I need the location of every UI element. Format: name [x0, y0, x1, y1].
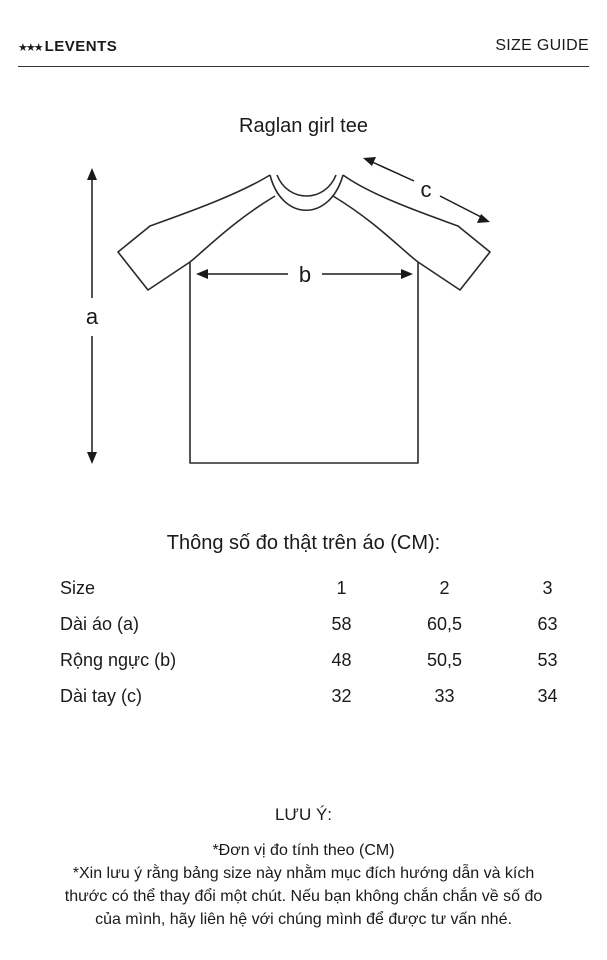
note-line: của mình, hãy liên hệ với chúng mình để được tư vấn nhé. — [95, 911, 512, 928]
product-title: Raglan girl tee — [239, 115, 368, 137]
t-shirt-outline-icon — [118, 175, 490, 463]
note-line: *Xin lưu ý rằng bảng size này nhằm mục đích hướng dẫn và kích — [72, 865, 535, 882]
table-row — [60, 678, 599, 714]
header-cell-size-3: 3 — [542, 577, 553, 598]
note-title: LƯU Ý: — [274, 805, 333, 824]
measure-a-label: a — [85, 304, 99, 329]
table-header-row — [60, 570, 599, 606]
note-line: thước có thể thay đổi một chút. Nếu bạn không chắn chắn về số đo — [64, 888, 543, 905]
table-row — [60, 642, 599, 678]
size-table — [60, 570, 599, 714]
row-value: 33 — [434, 685, 455, 706]
row-value: 63 — [537, 613, 558, 634]
header-cell-label: Size — [60, 577, 96, 598]
note-disclaimer — [0, 862, 607, 931]
row-value: 60,5 — [426, 613, 463, 634]
row-label: Rộng ngực (b) — [60, 649, 177, 670]
logo-text: LEVENTS — [44, 38, 118, 55]
row-value: 32 — [331, 685, 352, 706]
row-value: 48 — [331, 649, 352, 670]
header-cell-size-2: 2 — [439, 577, 450, 598]
row-value: 34 — [537, 685, 558, 706]
row-value: 53 — [537, 649, 558, 670]
measure-c-label: c — [420, 177, 432, 202]
row-label: Dài áo (a) — [60, 613, 140, 634]
header-cell-size-1: 1 — [336, 577, 347, 598]
row-value: 58 — [331, 613, 352, 634]
row-value: 50,5 — [426, 649, 463, 670]
measure-b-label: b — [298, 262, 312, 287]
row-label: Dài tay (c) — [60, 685, 143, 706]
table-title: Thông số đo thật trên áo (CM): — [166, 532, 441, 554]
page-title: SIZE GUIDE — [495, 37, 589, 54]
note-unit: *Đơn vị đo tính theo (CM) — [212, 842, 395, 859]
table-row — [60, 606, 599, 642]
star-icon: ★★★ — [18, 42, 42, 54]
